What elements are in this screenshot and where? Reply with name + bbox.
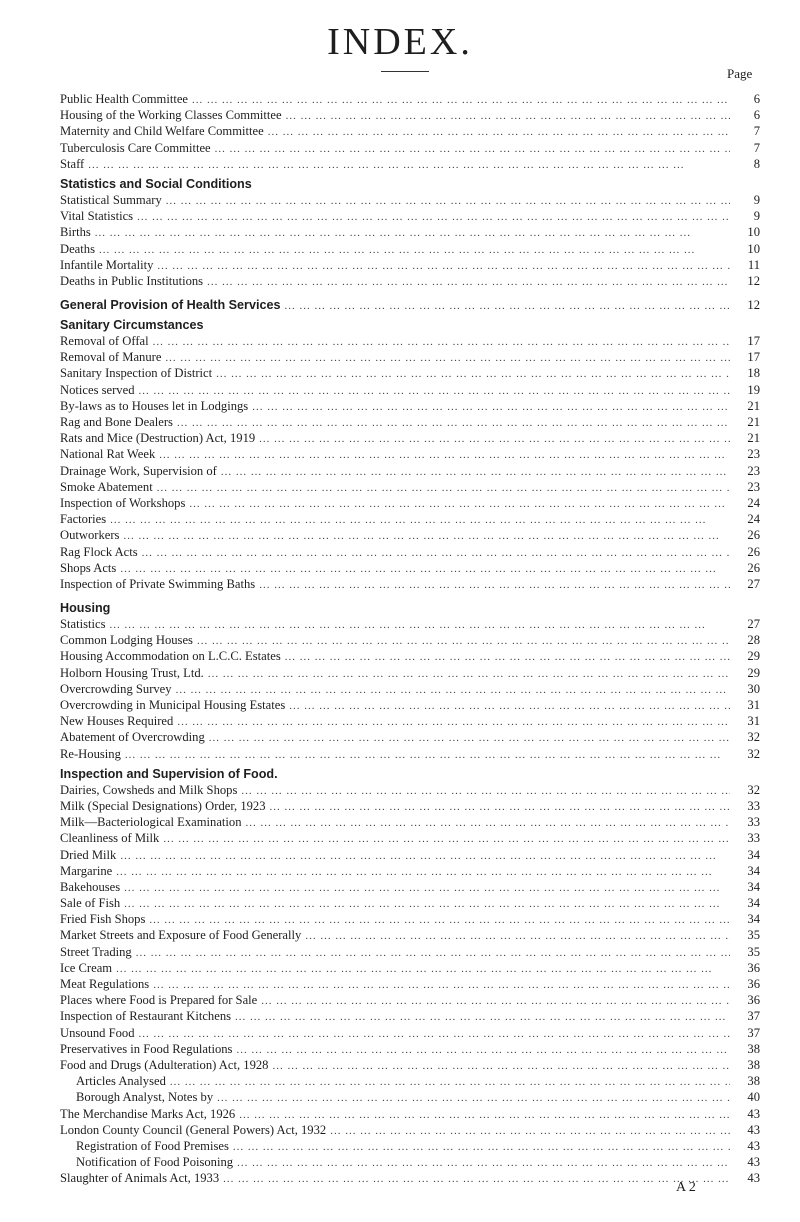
entry-label: Market Streets and Exposure of Food Generally	[60, 928, 302, 943]
section-heading: Statistics and Social Conditions	[60, 176, 252, 191]
page-number: 12	[747, 273, 760, 288]
index-entry	[60, 666, 760, 682]
leader-dots	[124, 898, 730, 910]
leader-dots	[241, 785, 730, 797]
leader-dots	[95, 227, 730, 239]
index-entry	[60, 258, 760, 274]
leader-dots	[216, 368, 730, 380]
page-number: 40	[747, 1090, 760, 1105]
index-entry	[60, 545, 760, 561]
index-entry	[60, 799, 760, 815]
index-entry	[60, 431, 760, 447]
entry-label: Removal of Manure	[60, 350, 162, 365]
entry-label: Factories	[60, 512, 107, 527]
leader-dots	[157, 482, 730, 494]
index-entry	[60, 912, 760, 928]
leader-dots	[259, 433, 730, 445]
page-number: 26	[747, 560, 760, 575]
entry-label: Places where Food is Prepared for Sale	[60, 993, 258, 1008]
index-entry	[60, 977, 760, 993]
page-number: 34	[747, 879, 760, 894]
page-signature: A 2	[676, 1180, 696, 1195]
index-entry	[60, 496, 760, 512]
page-number: 23	[747, 463, 760, 478]
entry-label: Deaths in Public Institutions	[60, 273, 204, 288]
page-number: 24	[747, 495, 760, 510]
leader-dots	[99, 244, 730, 256]
index-entry	[60, 577, 760, 593]
page-number: 12	[747, 298, 760, 313]
leader-dots	[165, 352, 730, 364]
entry-label: The Merchandise Marks Act, 1926	[60, 1106, 236, 1121]
entry-label: Removal of Offal	[60, 334, 149, 349]
leader-dots	[272, 1060, 730, 1072]
page-number: 19	[747, 382, 760, 397]
leader-dots	[305, 930, 730, 942]
page-number: 21	[747, 398, 760, 413]
index-entry	[60, 617, 760, 633]
leader-dots	[149, 914, 730, 926]
page-number: 33	[747, 815, 760, 830]
page-number: 10	[747, 241, 760, 256]
leader-dots	[236, 1044, 730, 1056]
index-entry	[60, 1107, 760, 1123]
index-entry	[60, 350, 760, 366]
page-number: 21	[747, 415, 760, 429]
title-rule	[381, 71, 429, 72]
index-entry	[60, 1139, 760, 1155]
page-number: 10	[747, 225, 760, 240]
leader-dots	[246, 817, 730, 829]
section-heading: Housing	[60, 601, 111, 616]
entry-label: By-laws as to Houses let in Lodgings	[60, 398, 249, 413]
entry-label: Births	[60, 225, 91, 240]
leader-dots	[208, 668, 730, 680]
page-number: 37	[747, 1025, 760, 1040]
index-entry	[60, 1042, 760, 1058]
leader-dots	[252, 401, 730, 413]
entry-label: Housing of the Working Classes Committee	[60, 108, 282, 123]
page-number: 33	[747, 831, 760, 846]
entry-label: Overcrowding in Municipal Housing Estates	[60, 698, 286, 712]
entry-label: Milk (Special Designations) Order, 1923	[60, 798, 266, 813]
page-number: 30	[747, 681, 760, 696]
leader-dots	[142, 547, 730, 559]
page-number: 35	[747, 944, 760, 959]
entry-label: Margarine	[60, 863, 113, 878]
page-number: 29	[747, 665, 760, 680]
index-entry	[60, 993, 760, 1009]
page-number: 34	[747, 896, 760, 911]
index-entry	[60, 561, 760, 577]
entry-label: Deaths	[60, 241, 95, 256]
index-entry	[60, 649, 760, 665]
entry-label: Tuberculosis Care Committee	[60, 140, 211, 155]
leader-dots	[157, 260, 730, 272]
leader-dots	[176, 684, 730, 696]
leader-dots	[170, 1076, 730, 1088]
index-entry	[60, 633, 760, 649]
entry-label: Outworkers	[60, 528, 120, 543]
entry-label: Inspection of Private Swimming Baths	[60, 576, 256, 591]
entry-label: Sale of Fish	[60, 896, 121, 911]
entry-label: Notification of Food Poisoning	[76, 1155, 234, 1170]
entry-label: Smoke Abatement	[60, 479, 153, 494]
leader-dots	[139, 1028, 730, 1040]
entry-label: Inspection of Workshops	[60, 495, 186, 510]
leader-dots	[217, 1092, 730, 1104]
page-number: 35	[747, 928, 760, 943]
leader-dots	[223, 1173, 730, 1185]
index-entry	[60, 366, 760, 382]
page-number: 36	[747, 977, 760, 991]
page-number: 32	[747, 782, 760, 797]
index-entry	[60, 831, 760, 847]
entry-label: Shops Acts	[60, 560, 117, 575]
section-heading: General Provision of Health Services	[60, 298, 281, 313]
index-entry	[60, 961, 760, 977]
index-entry	[60, 864, 760, 880]
entry-label: Public Health Committee	[60, 92, 189, 106]
page-number: 31	[747, 714, 760, 729]
leader-dots	[285, 651, 730, 663]
entry-label: Rag and Bone Dealers	[60, 415, 173, 429]
entry-label: London County Council (General Powers) Act, 1932	[60, 1122, 327, 1137]
leader-dots	[270, 801, 730, 813]
leader-dots	[268, 126, 730, 138]
index-entry	[60, 528, 760, 544]
leader-dots	[116, 866, 730, 878]
index-entry	[60, 896, 760, 912]
page-number: 9	[753, 192, 760, 207]
index-entry	[60, 714, 760, 730]
entry-label: Statistics	[60, 617, 106, 632]
entry-label: Rats and Mice (Destruction) Act, 1919	[60, 431, 256, 446]
index-entry	[60, 928, 760, 944]
index-entry	[60, 945, 760, 961]
entry-label: Re-Housing	[60, 746, 121, 761]
leader-dots	[286, 110, 730, 122]
page-number: 34	[747, 863, 760, 878]
section-heading: Sanitary Circumstances	[60, 318, 204, 333]
section-heading: Inspection and Supervision of Food.	[60, 766, 278, 781]
index-entry	[60, 682, 760, 698]
entry-label: Vital Statistics	[60, 209, 134, 224]
leader-dots	[192, 94, 730, 106]
page-number: 17	[747, 350, 760, 365]
index-entry	[60, 193, 760, 209]
index-entry	[60, 209, 760, 225]
leader-dots	[125, 749, 730, 761]
entry-label: Milk—Bacteriological Examination	[60, 815, 242, 830]
index-entry	[60, 848, 760, 864]
entry-label: Ice Cream	[60, 960, 113, 975]
page-number: 31	[747, 698, 760, 712]
page-number: 36	[747, 960, 760, 975]
leader-dots	[153, 336, 730, 348]
leader-dots	[136, 947, 730, 959]
leader-dots	[123, 530, 730, 542]
index-entry	[60, 1123, 760, 1139]
leader-dots	[137, 211, 730, 223]
entry-label: Inspection of Restaurant Kitchens	[60, 1009, 232, 1024]
page-number: 27	[747, 617, 760, 632]
entry-label: Slaughter of Animals Act, 1933	[60, 1171, 220, 1186]
page-number: 38	[747, 1057, 760, 1072]
leader-dots	[197, 635, 730, 647]
page-number: 7	[753, 140, 760, 155]
page-column-header: Page	[727, 66, 753, 81]
page-number: 43	[747, 1122, 760, 1137]
entry-label: Staff	[60, 156, 85, 171]
entry-label: Meat Regulations	[60, 977, 150, 991]
page-number: 29	[747, 649, 760, 664]
page-number: 6	[753, 108, 760, 123]
index-entry	[60, 225, 760, 241]
index-entry	[60, 464, 760, 480]
page-number: 21	[747, 431, 760, 446]
index-entry	[60, 141, 760, 157]
index-entry	[60, 447, 760, 463]
index-entry	[60, 274, 760, 290]
entry-label: New Houses Required	[60, 714, 174, 729]
entry-label: Statistical Summary	[60, 192, 162, 207]
leader-dots	[153, 979, 730, 991]
index-entry	[60, 1009, 760, 1025]
index-entry	[60, 1026, 760, 1042]
index-entry	[60, 1058, 760, 1074]
entry-label: Rag Flock Acts	[60, 544, 138, 559]
index-entry	[60, 815, 760, 831]
page-number: 33	[747, 798, 760, 813]
page-number: 23	[747, 447, 760, 462]
page-number: 43	[747, 1155, 760, 1170]
entry-label: Preservatives in Food Regulations	[60, 1041, 233, 1056]
index-entry	[60, 512, 760, 528]
leader-dots	[237, 1157, 730, 1169]
index-entry	[60, 399, 760, 415]
leader-dots	[207, 276, 730, 288]
page-number: 32	[747, 746, 760, 761]
entry-label: Food and Drugs (Adulteration) Act, 1928	[60, 1057, 269, 1072]
page-number: 18	[747, 366, 760, 381]
entry-label: Notices served	[60, 382, 135, 397]
page-number: 34	[747, 912, 760, 927]
entry-label: Maternity and Child Welfare Committee	[60, 124, 264, 139]
index-entry	[60, 783, 760, 799]
entry-label: Infantile Mortality	[60, 257, 154, 272]
page-number: 34	[747, 847, 760, 862]
leader-dots	[166, 195, 730, 207]
entry-label: Borough Analyst, Notes by	[76, 1090, 214, 1105]
leader-dots	[124, 882, 730, 894]
index-entry	[60, 880, 760, 896]
entry-label: Abatement of Overcrowding	[60, 730, 205, 745]
index-entry	[60, 1090, 760, 1106]
entry-label: Fried Fish Shops	[60, 912, 146, 927]
leader-dots	[116, 963, 730, 975]
page-number: 8	[753, 156, 760, 171]
leader-dots	[233, 1141, 730, 1153]
entry-label: Drainage Work, Supervision of	[60, 463, 217, 478]
index-entry	[60, 730, 760, 746]
entry-label: National Rat Week	[60, 447, 156, 462]
page-number: 6	[753, 92, 760, 106]
page-number: 43	[747, 1138, 760, 1153]
index-entry	[60, 157, 760, 173]
leader-dots	[163, 833, 730, 845]
section-heading-entry	[60, 297, 760, 314]
index-entry	[60, 415, 760, 431]
entry-label: Unsound Food	[60, 1025, 135, 1040]
page-number: 38	[747, 1074, 760, 1089]
entry-label: Dairies, Cowsheds and Milk Shops	[60, 782, 238, 797]
page-number: 32	[747, 730, 760, 745]
page-number: 11	[747, 257, 760, 272]
leader-dots	[330, 1125, 730, 1137]
index-entry	[60, 480, 760, 496]
index-entry	[60, 1074, 760, 1090]
index-title: INDEX.	[327, 21, 473, 63]
leader-dots	[189, 498, 730, 510]
page-number: 38	[747, 1041, 760, 1056]
page-number: 24	[747, 512, 760, 527]
index-entry	[60, 698, 760, 714]
leader-dots	[209, 732, 730, 744]
page-number: 9	[753, 209, 760, 224]
page-number: 27	[747, 576, 760, 591]
page-number: 26	[747, 528, 760, 543]
index-entry	[60, 1155, 760, 1171]
index-entry	[60, 242, 760, 258]
leader-dots	[284, 298, 730, 314]
entry-label: Holborn Housing Trust, Ltd.	[60, 665, 204, 680]
leader-dots	[261, 995, 730, 1007]
index-list	[60, 92, 760, 1187]
entry-label: Bakehouses	[60, 879, 121, 894]
leader-dots	[109, 619, 730, 631]
index-entry	[60, 747, 760, 763]
entry-label: Street Trading	[60, 944, 132, 959]
leader-dots	[289, 700, 730, 712]
page-number: 7	[753, 124, 760, 139]
entry-label: Sanitary Inspection of District	[60, 366, 213, 381]
index-entry	[60, 1171, 760, 1187]
entry-label: Dried Milk	[60, 847, 117, 862]
index-entry	[60, 108, 760, 124]
leader-dots	[235, 1011, 730, 1023]
page-number: 37	[747, 1009, 760, 1024]
entry-label: Articles Analysed	[76, 1074, 166, 1089]
leader-dots	[120, 563, 730, 575]
entry-label: Housing Accommodation on L.C.C. Estates	[60, 649, 281, 664]
entry-label: Cleanliness of Milk	[60, 831, 160, 846]
index-entry	[60, 124, 760, 140]
leader-dots	[120, 850, 730, 862]
index-entry	[60, 334, 760, 350]
page-number: 28	[747, 633, 760, 648]
leader-dots	[159, 449, 730, 461]
leader-dots	[110, 514, 730, 526]
index-entry	[60, 383, 760, 399]
entry-label: Registration of Food Premises	[76, 1138, 229, 1153]
leader-dots	[259, 579, 730, 591]
leader-dots	[215, 143, 730, 155]
page-number: 23	[747, 479, 760, 494]
leader-dots	[88, 159, 730, 171]
page-number: 36	[747, 993, 760, 1008]
entry-label: Overcrowding Survey	[60, 681, 172, 696]
page-number: 17	[747, 334, 760, 349]
page-number: 43	[747, 1106, 760, 1121]
page-number: 43	[747, 1171, 760, 1186]
page-number: 26	[747, 544, 760, 559]
leader-dots	[177, 417, 730, 429]
entry-label: Common Lodging Houses	[60, 633, 193, 648]
leader-dots	[177, 716, 730, 728]
leader-dots	[221, 466, 730, 478]
index-entry	[60, 92, 760, 108]
leader-dots	[139, 385, 731, 397]
leader-dots	[239, 1109, 730, 1121]
